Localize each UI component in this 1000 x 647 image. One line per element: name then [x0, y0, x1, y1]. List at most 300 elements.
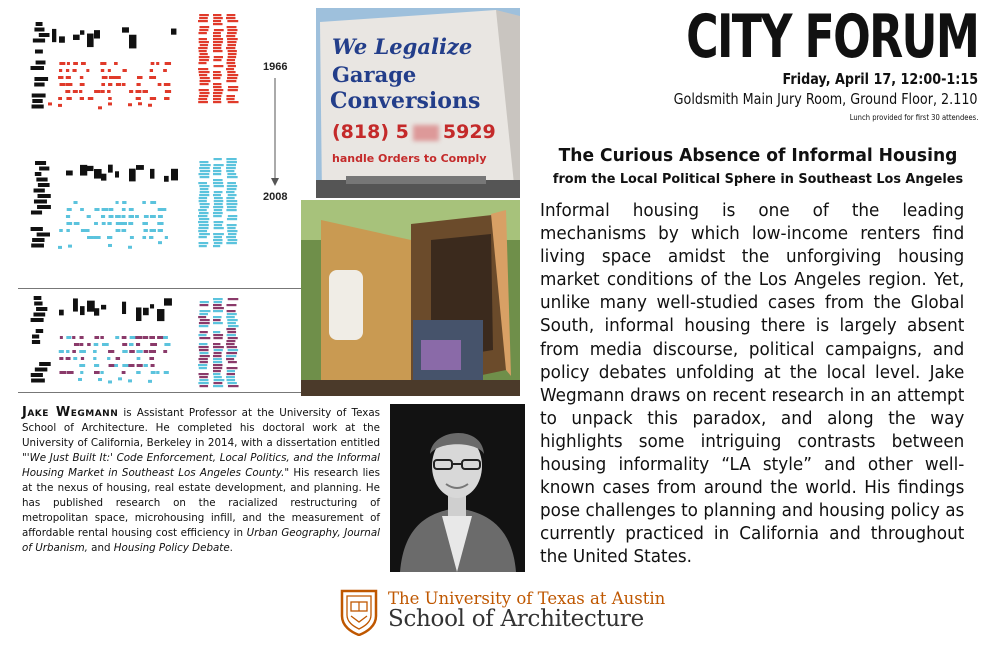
building-footprint: [116, 357, 120, 360]
building-footprint: [198, 47, 207, 49]
building-footprint: [198, 20, 208, 22]
bio-text-1: is Assistant Professor at the University of Texas School of Architecture. He completed his doctoral work at the University of California, Berkeley in 2014, with a dissertation entitled ": [22, 407, 381, 464]
building-footprint: [100, 336, 103, 339]
building-footprint: [144, 350, 149, 353]
building-footprint: [198, 209, 207, 211]
building-footprint: [213, 164, 223, 166]
building-footprint: [58, 76, 63, 79]
building-footprint: [212, 32, 221, 34]
building-footprint: [198, 221, 208, 223]
building-footprint: [59, 357, 63, 360]
building-footprint: [227, 319, 237, 321]
building-footprint: [150, 169, 154, 179]
building-footprint: [34, 77, 48, 81]
building-footprint: [164, 83, 171, 86]
truck-phone-part-a: (818) 5: [332, 121, 409, 143]
building-footprint: [199, 343, 208, 345]
building-footprint: [199, 242, 209, 244]
building-footprint: [200, 301, 209, 303]
building-footprint: [34, 296, 42, 300]
building-footprint: [80, 343, 83, 346]
building-footprint: [137, 364, 143, 367]
building-footprint: [213, 167, 221, 169]
building-footprint: [163, 350, 167, 353]
building-footprint: [114, 364, 118, 367]
building-footprint: [150, 343, 157, 346]
building-footprint: [198, 358, 207, 360]
building-footprint: [122, 350, 127, 353]
building-footprint: [199, 50, 207, 52]
map-1966-site: [28, 22, 178, 112]
figure-ground-comparison: [18, 6, 308, 394]
building-footprint: [135, 90, 141, 93]
building-footprint: [136, 350, 142, 353]
building-footprint: [198, 62, 206, 64]
building-footprint: [80, 371, 83, 374]
building-footprint: [214, 56, 223, 58]
building-footprint: [199, 56, 210, 58]
building-footprint: [198, 227, 208, 229]
building-footprint: [31, 379, 45, 383]
building-footprint: [102, 343, 109, 346]
building-footprint: [226, 197, 234, 199]
speaker-portrait: [390, 404, 525, 572]
building-footprint: [213, 307, 224, 309]
building-footprint: [150, 304, 154, 308]
garage-interior-photo: [301, 200, 520, 396]
building-footprint: [136, 97, 141, 100]
bio-text-3: and: [87, 542, 114, 554]
building-footprint: [72, 350, 76, 353]
building-footprint: [214, 224, 222, 226]
building-footprint: [129, 215, 134, 218]
building-footprint: [200, 176, 210, 178]
building-footprint: [37, 233, 50, 237]
timeline-arrow: [268, 78, 282, 188]
building-footprint: [212, 92, 222, 94]
building-footprint: [227, 29, 237, 31]
building-footprint: [102, 76, 108, 79]
building-footprint: [227, 20, 238, 22]
building-footprint: [228, 239, 238, 241]
building-footprint: [226, 164, 236, 166]
building-footprint: [94, 343, 99, 346]
building-footprint: [227, 206, 237, 208]
building-footprint: [214, 191, 223, 193]
building-footprint: [227, 32, 237, 34]
building-footprint: [227, 382, 236, 384]
building-footprint: [200, 331, 208, 333]
building-footprint: [151, 371, 156, 374]
building-footprint: [200, 188, 209, 190]
building-footprint: [228, 89, 238, 91]
building-footprint: [226, 80, 236, 82]
building-footprint: [199, 313, 208, 315]
building-footprint: [214, 379, 225, 381]
building-footprint: [129, 90, 133, 93]
building-footprint: [58, 246, 62, 249]
event-date-time: Friday, April 17, 12:00-1:15: [782, 70, 978, 88]
building-footprint: [80, 306, 85, 315]
building-footprint: [100, 62, 106, 65]
building-footprint: [200, 352, 209, 354]
bio-dissertation-title: 'We Just Built It:' Code Enforcement, Local Politics, and the Informal Housing Market in Southeast Los Angeles County.: [22, 452, 380, 479]
building-footprint: [213, 170, 221, 172]
building-footprint: [214, 376, 222, 378]
building-footprint: [31, 244, 44, 248]
university-name: The University of Texas at Austin: [388, 589, 666, 608]
building-footprint: [108, 83, 112, 86]
building-footprint: [214, 349, 223, 351]
building-footprint: [33, 313, 45, 317]
building-footprint: [199, 29, 208, 31]
building-footprint: [143, 336, 148, 339]
building-footprint: [35, 172, 42, 176]
map-overlay-site: [28, 296, 178, 384]
building-footprint: [144, 229, 148, 232]
building-footprint: [66, 170, 73, 175]
building-footprint: [73, 90, 78, 93]
building-footprint: [39, 362, 51, 366]
building-footprint: [101, 215, 105, 218]
building-footprint: [80, 30, 84, 34]
building-footprint: [226, 17, 235, 19]
building-footprint: [80, 76, 83, 79]
building-footprint: [108, 244, 112, 247]
building-footprint: [213, 35, 221, 37]
building-footprint: [122, 201, 126, 204]
building-footprint: [31, 373, 43, 377]
building-footprint: [149, 350, 156, 353]
speaker-name: Jake Wegmann: [22, 405, 119, 420]
building-footprint: [81, 357, 84, 360]
building-footprint: [212, 331, 220, 333]
building-footprint: [198, 68, 208, 70]
building-footprint: [165, 236, 168, 239]
building-footprint: [148, 104, 152, 107]
building-footprint: [38, 194, 51, 198]
building-footprint: [108, 69, 111, 72]
building-footprint: [150, 201, 156, 204]
building-footprint: [198, 334, 206, 336]
building-footprint: [136, 83, 140, 86]
building-footprint: [107, 357, 110, 360]
building-footprint: [32, 238, 44, 242]
building-footprint: [200, 319, 210, 321]
building-footprint: [213, 382, 222, 384]
building-footprint: [109, 364, 115, 367]
building-footprint: [59, 36, 65, 42]
building-footprint: [227, 367, 238, 369]
building-footprint: [199, 367, 207, 369]
building-footprint: [37, 205, 51, 209]
building-footprint: [58, 104, 62, 107]
building-footprint: [200, 26, 210, 28]
building-footprint: [129, 169, 136, 182]
building-footprint: [65, 90, 70, 93]
building-footprint: [116, 222, 123, 225]
building-footprint: [198, 32, 206, 34]
building-footprint: [101, 174, 106, 181]
building-footprint: [129, 343, 133, 346]
building-footprint: [226, 98, 234, 100]
building-footprint: [214, 221, 224, 223]
building-footprint: [226, 242, 237, 244]
building-footprint: [228, 56, 237, 58]
building-footprint: [198, 382, 208, 384]
building-footprint: [87, 301, 95, 312]
building-footprint: [228, 361, 237, 363]
building-footprint: [200, 304, 209, 306]
truck-sign-line1: We Legalize: [332, 34, 473, 59]
building-footprint: [130, 236, 134, 239]
building-footprint: [31, 211, 42, 215]
building-footprint: [199, 212, 209, 214]
building-footprint: [80, 83, 85, 86]
building-footprint: [227, 38, 238, 40]
building-footprint: [227, 41, 236, 43]
building-footprint: [200, 203, 210, 205]
building-footprint: [226, 358, 234, 360]
building-footprint: [67, 371, 74, 374]
building-footprint: [199, 185, 209, 187]
building-footprint: [129, 35, 136, 49]
building-footprint: [228, 233, 237, 235]
building-footprint: [80, 336, 84, 339]
building-footprint: [116, 83, 121, 86]
building-footprint: [94, 90, 101, 93]
building-footprint: [114, 62, 118, 65]
building-footprint: [108, 102, 112, 105]
building-footprint: [66, 357, 71, 360]
building-footprint: [227, 373, 235, 375]
building-footprint: [212, 74, 222, 76]
building-footprint: [39, 33, 50, 37]
building-footprint: [199, 233, 210, 235]
building-footprint: [163, 208, 166, 211]
building-footprint: [227, 185, 237, 187]
building-footprint: [200, 164, 211, 166]
building-footprint: [32, 99, 42, 103]
building-footprint: [227, 74, 238, 76]
building-footprint: [227, 44, 236, 46]
building-footprint: [212, 245, 220, 247]
building-footprint: [157, 222, 163, 225]
building-footprint: [198, 101, 208, 103]
building-footprint: [198, 316, 206, 318]
building-footprint: [73, 35, 80, 40]
building-footprint: [199, 379, 208, 381]
building-footprint: [149, 76, 156, 79]
building-footprint: [138, 102, 142, 105]
building-footprint: [115, 76, 121, 79]
building-footprint: [94, 169, 102, 179]
building-footprint: [66, 336, 71, 339]
building-footprint: [66, 215, 70, 218]
building-footprint: [227, 230, 237, 232]
map-1966-strip: [196, 14, 241, 106]
building-footprint: [212, 239, 222, 241]
building-footprint: [101, 69, 104, 72]
building-footprint: [128, 364, 134, 367]
building-footprint: [158, 241, 162, 244]
building-footprint: [122, 69, 126, 72]
building-footprint: [164, 97, 169, 100]
map-overlay-strip: [196, 298, 241, 388]
talk-title: The Curious Absence of Informal Housing: [558, 145, 958, 166]
building-footprint: [228, 385, 239, 387]
building-footprint: [73, 357, 77, 360]
building-footprint: [36, 178, 47, 182]
building-footprint: [213, 65, 223, 67]
building-footprint: [60, 83, 66, 86]
building-footprint: [212, 358, 222, 360]
building-footprint: [227, 331, 236, 333]
building-footprint: [198, 173, 209, 175]
building-footprint: [214, 200, 224, 202]
building-footprint: [199, 245, 207, 247]
building-footprint: [31, 66, 45, 70]
building-footprint: [142, 90, 148, 93]
building-footprint: [156, 371, 159, 374]
building-footprint: [227, 182, 236, 184]
building-footprint: [228, 215, 237, 217]
building-footprint: [66, 97, 71, 100]
building-footprint: [142, 201, 146, 204]
building-footprint: [149, 236, 153, 239]
bio-journal-last: Housing Policy Debate: [113, 542, 230, 554]
building-footprint: [86, 69, 89, 72]
building-footprint: [118, 377, 122, 380]
building-footprint: [142, 236, 146, 239]
building-footprint: [128, 222, 133, 225]
building-footprint: [94, 30, 100, 38]
building-footprint: [87, 215, 91, 218]
building-footprint: [226, 316, 235, 318]
building-footprint: [150, 97, 156, 100]
building-footprint: [199, 200, 207, 202]
building-footprint: [122, 364, 128, 367]
building-footprint: [98, 378, 102, 381]
building-footprint: [213, 41, 223, 43]
building-footprint: [212, 373, 220, 375]
building-footprint: [93, 357, 96, 360]
building-footprint: [198, 230, 207, 232]
event-location: Goldsmith Main Jury Room, Ground Floor, 2.110: [674, 90, 978, 108]
building-footprint: [66, 222, 72, 225]
truck-photo: [316, 8, 520, 198]
building-footprint: [94, 364, 99, 367]
building-footprint: [151, 364, 155, 367]
building-footprint: [214, 203, 223, 205]
building-footprint: [66, 69, 69, 72]
building-footprint: [199, 224, 209, 226]
building-footprint: [164, 371, 169, 374]
building-footprint: [94, 236, 101, 239]
building-footprint: [73, 201, 77, 204]
truck-sign-line2: Garage: [332, 62, 417, 87]
building-footprint: [58, 97, 62, 100]
building-footprint: [137, 76, 143, 79]
bio-text-4: .: [229, 542, 233, 554]
building-footprint: [199, 92, 209, 94]
building-footprint: [107, 90, 111, 93]
year-label-2008: 2008: [263, 191, 288, 203]
building-footprint: [213, 44, 222, 46]
building-footprint: [227, 224, 237, 226]
building-footprint: [226, 328, 235, 330]
building-footprint: [226, 158, 236, 160]
building-footprint: [227, 379, 236, 381]
building-footprint: [38, 183, 50, 187]
truck-phone-part-b: 5929: [442, 121, 496, 143]
building-footprint: [226, 95, 234, 97]
building-footprint: [164, 176, 169, 182]
building-footprint: [227, 218, 237, 220]
building-footprint: [148, 380, 152, 383]
building-footprint: [157, 336, 163, 339]
building-footprint: [66, 76, 71, 79]
building-footprint: [200, 44, 208, 46]
building-footprint: [199, 161, 208, 163]
building-footprint: [200, 170, 210, 172]
building-footprint: [214, 185, 224, 187]
building-footprint: [214, 158, 222, 160]
building-footprint: [93, 350, 97, 353]
building-footprint: [228, 349, 238, 351]
building-footprint: [94, 208, 99, 211]
building-footprint: [227, 310, 236, 312]
figure-baseline: [18, 392, 308, 393]
building-footprint: [214, 227, 224, 229]
building-footprint: [212, 20, 221, 22]
school-name: School of Architecture: [388, 606, 644, 632]
building-footprint: [212, 355, 222, 357]
building-footprint: [200, 355, 210, 357]
building-footprint: [212, 361, 222, 363]
building-footprint: [94, 308, 99, 315]
building-footprint: [35, 161, 46, 165]
building-footprint: [101, 90, 105, 93]
event-title: CITY FORUM: [685, 2, 978, 72]
building-footprint: [213, 322, 223, 324]
building-footprint: [122, 222, 127, 225]
building-footprint: [107, 222, 111, 225]
building-footprint: [129, 350, 135, 353]
building-footprint: [73, 62, 78, 65]
building-footprint: [227, 59, 235, 61]
building-footprint: [214, 301, 222, 303]
building-footprint: [227, 14, 236, 16]
building-footprint: [108, 165, 113, 173]
building-footprint: [107, 236, 112, 239]
building-footprint: [199, 194, 209, 196]
building-footprint: [226, 343, 235, 345]
building-footprint: [227, 346, 237, 348]
building-footprint: [227, 227, 235, 229]
building-footprint: [59, 350, 64, 353]
bio-text-2: " His research lies at the nexus of housing, real estate development, and planning. He has published research on the racialized restructuring of metropolitan space, microhousing infill, and the measurement of affordable rental housing cost efficiency in: [22, 467, 380, 539]
building-footprint: [31, 227, 43, 231]
building-footprint: [213, 17, 222, 19]
building-footprint: [66, 350, 69, 353]
building-footprint: [52, 29, 56, 42]
building-footprint: [226, 340, 235, 342]
building-footprint: [80, 97, 84, 100]
building-footprint: [34, 83, 44, 87]
building-footprint: [66, 229, 69, 232]
building-footprint: [59, 310, 64, 316]
